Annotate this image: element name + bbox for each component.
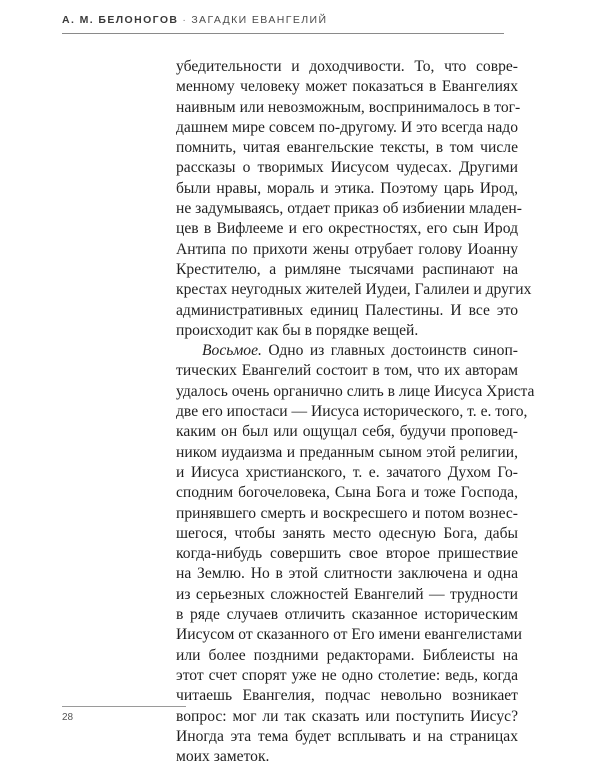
header-rule: [62, 33, 504, 34]
text-line: каким он был или ощущал себя, будучи проповед-: [176, 423, 518, 441]
paragraph-first-line-text: Одно из главных достоинств синоп-: [261, 342, 518, 360]
header-separator: ·: [182, 14, 188, 26]
text-line: или более поздними редакторами. Библеисты на: [176, 646, 518, 664]
text-line: происходит как бы в порядке вещей.: [176, 321, 419, 339]
text-line: удалось очень органично слить в лице Иисуса Христа: [176, 382, 535, 400]
text-line: Антипа по прихоти жены отрубает голову Иоанну: [176, 240, 518, 258]
text-line: читаешь Евангелия, подчас невольно возникает: [176, 687, 518, 705]
page-number: 28: [62, 712, 74, 723]
text-line: были нравы, мораль и этика. Поэтому царь Ирод,: [176, 179, 518, 197]
body-text: [176, 57, 535, 767]
text-line: шегося, чтобы занять место одесную Бога, дабы: [176, 524, 518, 542]
text-line: из серьезных сложностей Евангелий — трудности: [176, 585, 518, 603]
paragraph-first-line: [176, 341, 518, 361]
text-line: помнить, читая евангельские тексты, в том числе: [176, 139, 518, 157]
text-line: Крестителю, а римляне тысячами распинают на: [176, 260, 518, 278]
text-line: Иногда эта тема будет всплывать и на страницах: [176, 727, 518, 745]
text-line: тических Евангелий состоит в том, что их авторам: [176, 362, 518, 380]
header-author: А. М. БЕЛОНОГОВ: [62, 14, 179, 26]
text-line: рассказы о творимых Иисусом чудесах. Другими: [176, 159, 518, 177]
footer-rule: [62, 706, 186, 707]
text-line: Иисусом от сказанного от Его имени евангелистами: [176, 626, 522, 644]
text-line: и Иисуса христианского, т. е. зачатого Духом Го-: [176, 463, 518, 481]
text-line: крестах неугодных жителей Иудеи, Галилеи и других: [176, 281, 532, 299]
text-line: наивным или невозможным, воспринималось в тог-: [176, 98, 521, 116]
text-line: на Землю. Но в этой слитности заключена и одна: [176, 565, 518, 583]
text-line: цев в Вифлееме и его окрестностях, его сын Ирод: [176, 220, 518, 238]
text-line: ником иудаизма и преданным сыном этой религии,: [176, 443, 518, 461]
text-line: в ряде случаев отличить сказанное историческим: [176, 606, 518, 624]
text-line: дашнем мире совсем по-другому. И это всегда надо: [176, 118, 518, 136]
text-line: моих заметок.: [176, 748, 270, 766]
text-line: убедительности и доходчивости. То, что совре-: [176, 58, 518, 75]
text-line: вопрос: мог ли так сказать или поступить Иисус?: [176, 707, 518, 725]
text-line: принявшего смерть и воскресшего и потом вознес-: [176, 504, 518, 522]
running-header: [62, 14, 502, 32]
paragraph-label: Восьмое.: [202, 342, 262, 360]
text-line: этот счет спорят уже не одно столетие: ведь, когда: [176, 666, 518, 684]
header-book-title: ЗАГАДКИ ЕВАНГЕЛИЙ: [191, 14, 328, 26]
text-line: не задумываясь, отдает приказ об избиении младен-: [176, 200, 522, 218]
text-line: две его ипостаси — Иисуса исторического, т. е. того,: [176, 403, 528, 421]
text-line: административных единиц Палестины. И все это: [176, 301, 518, 319]
text-line: когда-нибудь совершить свое второе пришествие: [176, 545, 518, 563]
text-line: менному человеку может показаться в Евангелиях: [176, 78, 518, 96]
text-line: сподним богочеловека, Сына Бога и тоже Господа,: [176, 484, 518, 502]
